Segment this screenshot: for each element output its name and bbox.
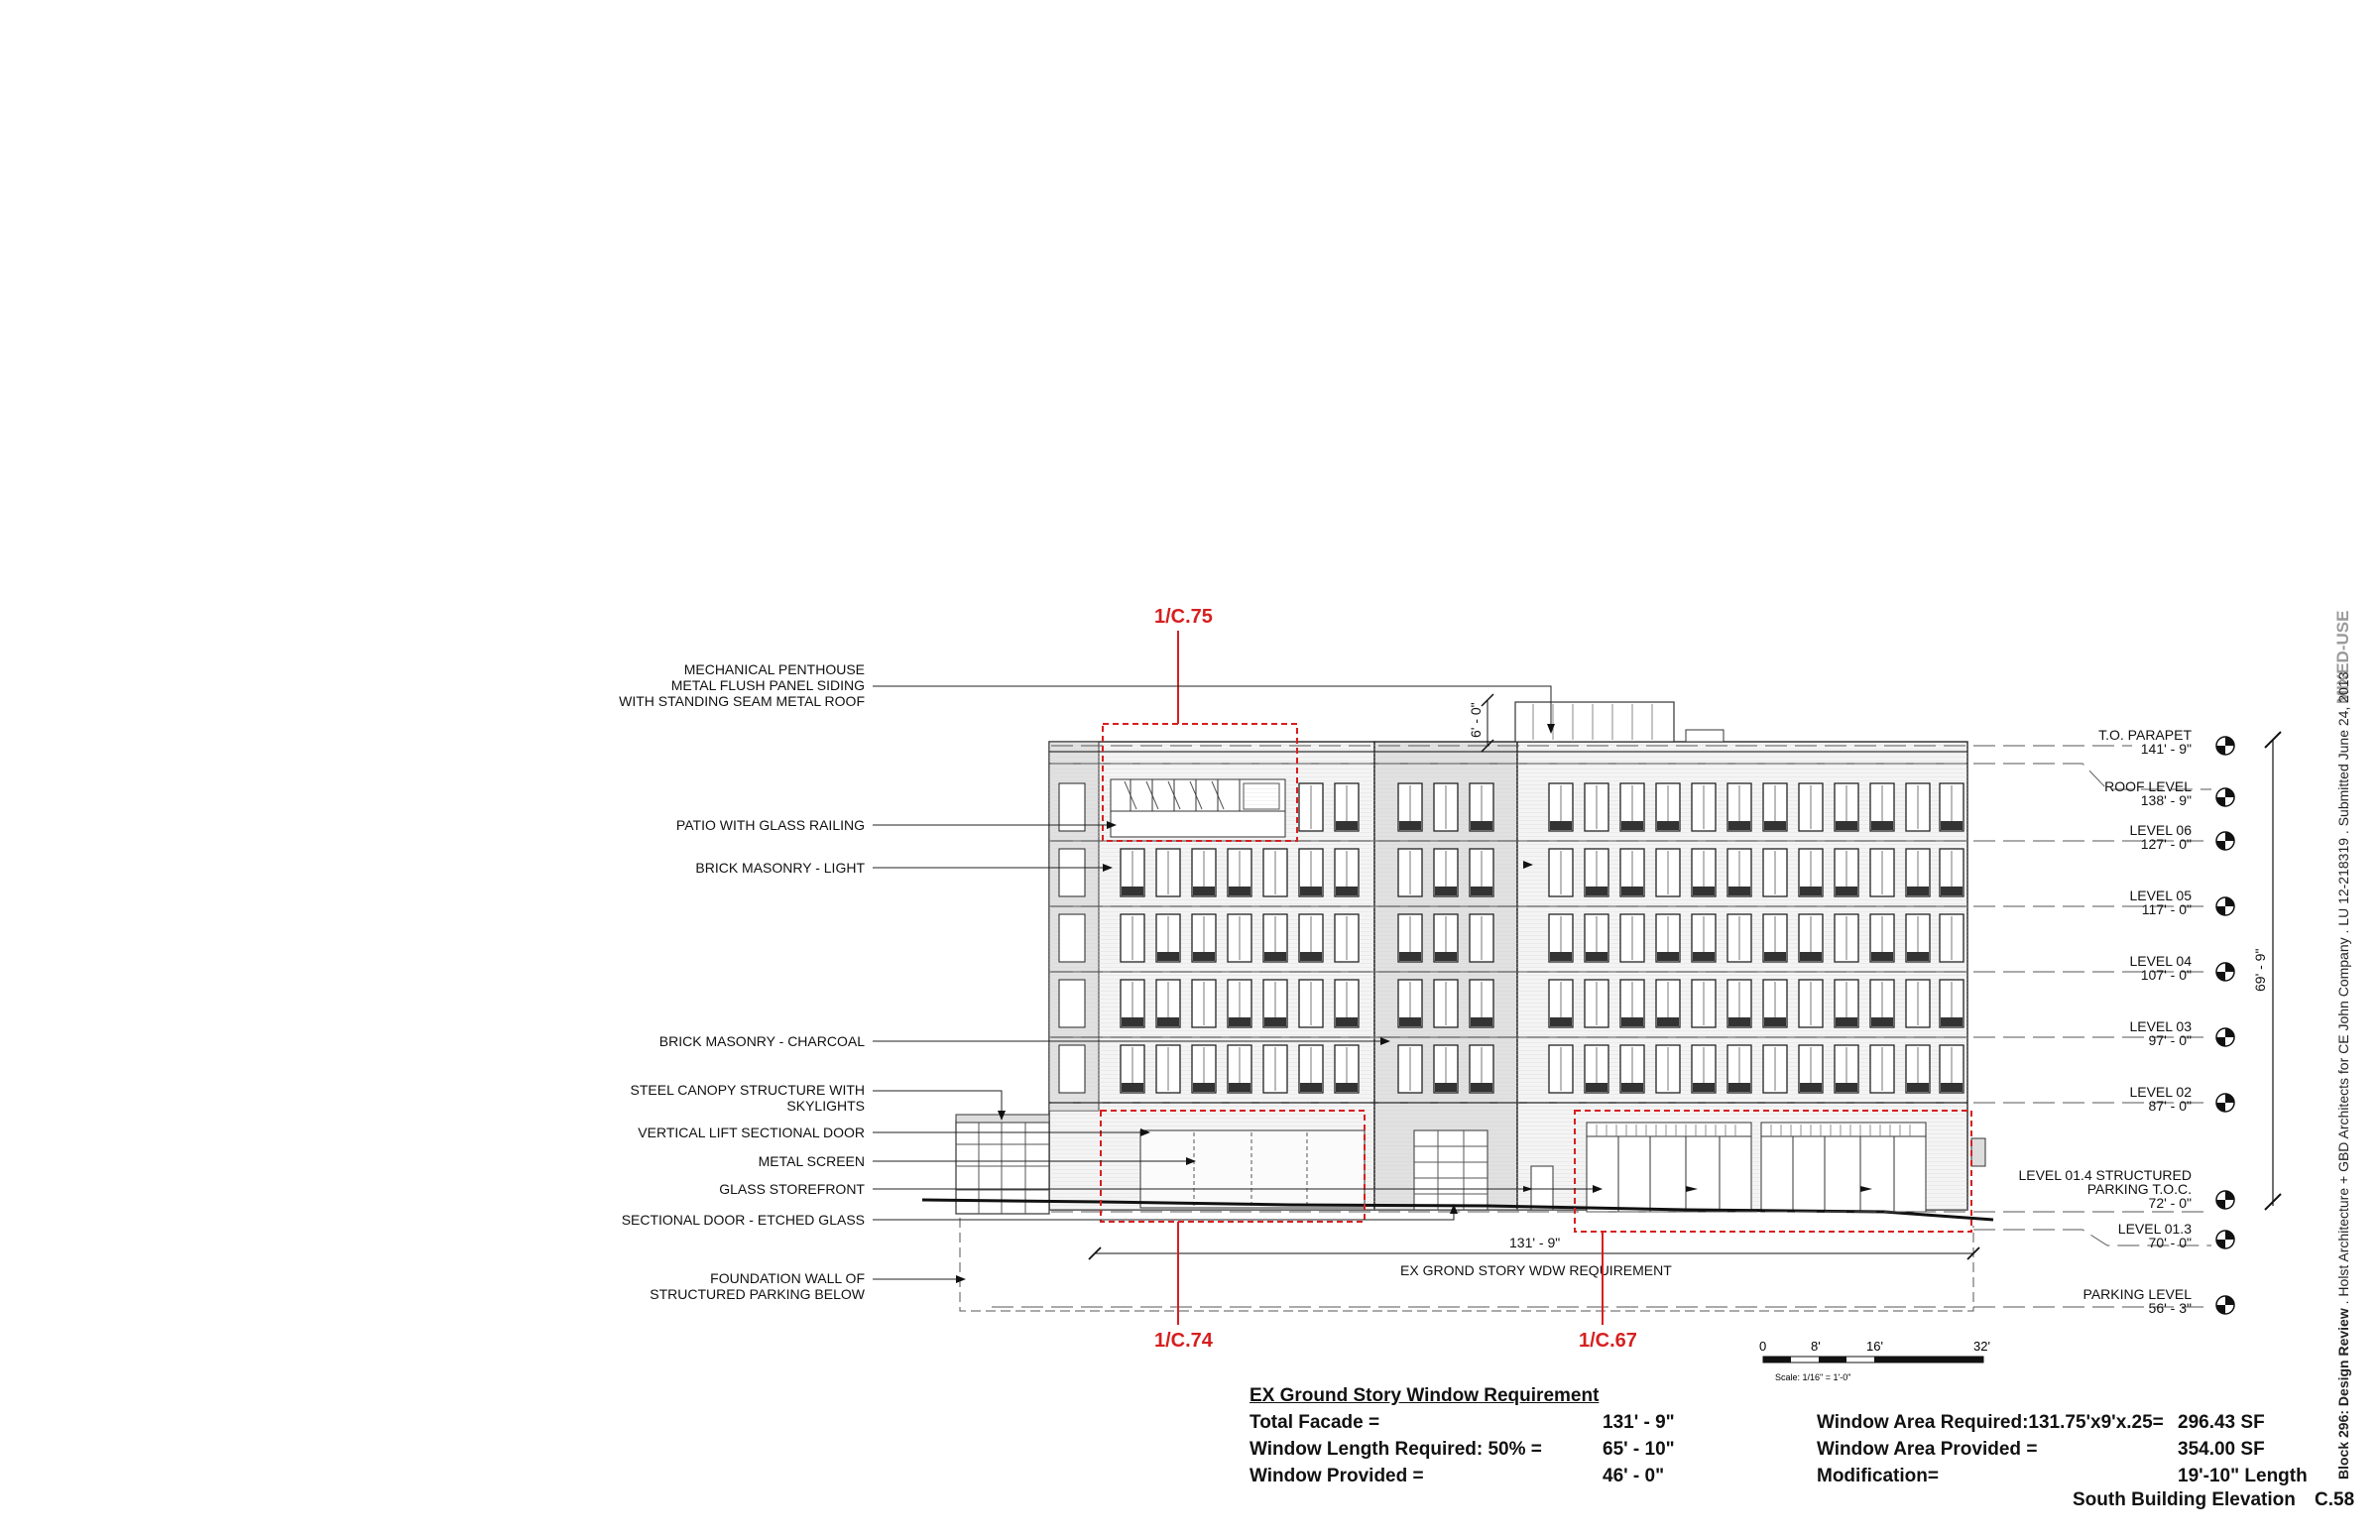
level-marker-06 — [2216, 832, 2234, 850]
scale-tick-16: 16' — [1866, 1339, 1883, 1354]
level-marker-03 — [2216, 1028, 2234, 1046]
window-sill-panel — [1800, 952, 1822, 961]
facade-length-text: 131' - 9" — [1509, 1235, 1561, 1250]
window-sill-panel — [1157, 1017, 1179, 1026]
window-sill-panel — [1693, 887, 1715, 895]
window-sill-panel — [1229, 887, 1250, 895]
steel-canopy-structure — [956, 1115, 1049, 1214]
end-bay-window — [1059, 980, 1085, 1027]
canopy-storefront — [1140, 1130, 1365, 1208]
window-sill-panel — [1550, 1017, 1572, 1026]
penthouse-height-text: 6' - 0" — [1468, 702, 1484, 738]
label-canopy-2: SKYLIGHTS — [786, 1098, 865, 1114]
material-labels — [619, 661, 866, 1302]
window-sill-panel — [1229, 1083, 1250, 1092]
canopy-detail-callout: 1/C.74 — [1154, 1330, 1213, 1352]
window-sill-panel — [1836, 887, 1857, 895]
modification-value: 19'-10" Length — [2178, 1466, 2308, 1486]
sheet-number: C.58 — [2315, 1489, 2355, 1510]
label-storefront: GLASS STOREFRONT — [719, 1181, 865, 1197]
label-lift-door: VERTICAL LIFT SECTIONAL DOOR — [638, 1125, 865, 1140]
level-parapet-elev: 141' - 9" — [2140, 741, 2192, 757]
label-metal-screen: METAL SCREEN — [758, 1153, 865, 1169]
end-bay-window — [1059, 849, 1085, 896]
label-brick-light: BRICK MASONRY - LIGHT — [695, 860, 865, 876]
level-01-4-name-2: PARKING T.O.C. — [2086, 1181, 2192, 1197]
label-foundation-1: FOUNDATION WALL OF — [710, 1270, 865, 1286]
label-foundation-2: STRUCTURED PARKING BELOW — [650, 1286, 865, 1302]
window-sill-panel — [1471, 1083, 1492, 1092]
window-sill-panel — [1764, 821, 1786, 830]
requirement-labels — [1250, 1409, 1542, 1489]
window-sill-panel — [1764, 1017, 1786, 1026]
level-parking-name: PARKING LEVEL — [2082, 1286, 2192, 1302]
window-sill-panel — [1550, 821, 1572, 830]
window-sill-panel — [1122, 1017, 1143, 1026]
window-area-required-value: 296.43 SF — [2178, 1412, 2265, 1433]
requirement-title: EX Ground Story Window Requirement — [1250, 1385, 1600, 1406]
window-length-required-value: 65' - 10" — [1603, 1439, 1675, 1460]
window-sill-panel — [1435, 952, 1457, 961]
level-marker-02 — [2216, 1094, 2234, 1112]
window-sill-panel — [1193, 1083, 1215, 1092]
level-01-4-name: LEVEL 01.4 STRUCTURED — [2018, 1167, 2192, 1183]
level-roof-name: ROOF LEVEL — [2104, 778, 2192, 794]
scale-tick-0: 0 — [1759, 1339, 1767, 1354]
window-sill-panel — [1871, 1017, 1893, 1026]
label-brick-charcoal: BRICK MASONRY - CHARCOAL — [658, 1033, 865, 1049]
window-sill-panel — [1657, 1017, 1679, 1026]
sidebar-project-title: Block 296: Design Review — [2335, 1308, 2351, 1480]
end-bay-window — [1059, 1045, 1085, 1093]
level-parapet-name: T.O. PARAPET — [2098, 727, 2192, 743]
window-sill-panel — [1764, 952, 1786, 961]
total-facade-label: Total Facade = — [1250, 1412, 1380, 1433]
level-06-name: LEVEL 06 — [2129, 822, 2192, 838]
level-06-elev: 127' - 0" — [2140, 836, 2192, 852]
sidebar-project-info — [2335, 671, 2351, 1480]
overall-height-text: 69' - 9" — [2252, 948, 2268, 992]
level-labels — [2018, 727, 2192, 1316]
entry-door — [1531, 1166, 1553, 1210]
level-02-name: LEVEL 02 — [2129, 1084, 2192, 1100]
level-markers — [2216, 737, 2234, 1314]
window-sill-panel — [1836, 1083, 1857, 1092]
window-sill-panel — [1728, 821, 1750, 830]
window-sill-panel — [1229, 1017, 1250, 1026]
storefront-detail-callout: 1/C.67 — [1579, 1330, 1637, 1352]
total-facade-value: 131' - 9" — [1603, 1412, 1675, 1433]
sidebar-project-details: . Holst Architecture + GBD Architects for CE John Company . LU 12-218319 . Submitted June 24, 2013 — [2335, 671, 2351, 1309]
window-sill-panel — [1300, 1083, 1322, 1092]
level-03-elev: 97' - 0" — [2148, 1032, 2192, 1048]
level-marker-01-4 — [2216, 1191, 2234, 1209]
label-canopy-1: STEEL CANOPY STRUCTURE WITH — [630, 1082, 865, 1098]
window-sill-panel — [1336, 887, 1358, 895]
level-roof-elev: 138' - 9" — [2140, 792, 2192, 808]
window-sill-panel — [1907, 952, 1929, 961]
label-penthouse-3: WITH STANDING SEAM METAL ROOF — [619, 693, 865, 709]
level-parking-elev: 56' - 3" — [2148, 1300, 2192, 1316]
window-sill-panel — [1264, 1017, 1286, 1026]
window-sill-panel — [1941, 1017, 1963, 1026]
window-sill-panel — [1693, 952, 1715, 961]
end-bay-window — [1059, 783, 1085, 831]
scale-tick-32: 32' — [1973, 1339, 1990, 1354]
window-sill-panel — [1157, 952, 1179, 961]
window-sill-panel — [1399, 952, 1421, 961]
end-bay-window — [1059, 914, 1085, 962]
scale-tick-8: 8' — [1811, 1339, 1821, 1354]
window-sill-panel — [1471, 1017, 1492, 1026]
level-01-4-elev: 72' - 0" — [2148, 1195, 2192, 1211]
window-sill-panel — [1941, 1083, 1963, 1092]
label-penthouse-2: METAL FLUSH PANEL SIDING — [670, 677, 865, 693]
window-sill-panel — [1399, 821, 1421, 830]
window-provided-value: 46' - 0" — [1603, 1466, 1665, 1486]
window-sill-panel — [1336, 821, 1358, 830]
facade-length-dimension — [1089, 1235, 1979, 1278]
window-sill-panel — [1122, 1083, 1143, 1092]
window-sill-panel — [1550, 952, 1572, 961]
level-01-3-name: LEVEL 01.3 — [2117, 1221, 2192, 1237]
roof-hatch — [1686, 730, 1724, 742]
requirement-table — [1250, 1382, 1599, 1409]
window-sill-panel — [1836, 821, 1857, 830]
window-sill-panel — [1621, 887, 1643, 895]
window-sill-panel — [1728, 1083, 1750, 1092]
window-sill-panel — [1193, 952, 1215, 961]
window-sill-panel — [1941, 887, 1963, 895]
level-marker-parking — [2216, 1296, 2234, 1314]
metal-screen — [1971, 1138, 1985, 1166]
level-01-3-elev: 70' - 0" — [2148, 1235, 2192, 1250]
level-05-elev: 117' - 0" — [2141, 901, 2192, 917]
window-sill-panel — [1657, 821, 1679, 830]
level-marker-parapet — [2216, 737, 2234, 755]
area-values — [2178, 1409, 2308, 1489]
window-sill-panel — [1300, 952, 1322, 961]
window-sill-panel — [1941, 821, 1963, 830]
overall-height-dimension — [2252, 732, 2281, 1210]
level-03-name: LEVEL 03 — [2129, 1018, 2192, 1034]
level-04-elev: 107' - 0" — [2140, 967, 2192, 983]
window-provided-label: Window Provided = — [1250, 1466, 1424, 1486]
window-sill-panel — [1122, 887, 1143, 895]
window-sill-panel — [1693, 1083, 1715, 1092]
window-sill-panel — [1621, 821, 1643, 830]
patio-glass-railing — [1111, 779, 1285, 837]
scale-note: Scale: 1/16" = 1'-0" — [1775, 1372, 1851, 1382]
level-marker-04 — [2216, 963, 2234, 981]
level-05-name: LEVEL 05 — [2129, 888, 2192, 903]
window-sill-panel — [1435, 1083, 1457, 1092]
window-sill-panel — [1264, 952, 1286, 961]
requirement-values — [1603, 1409, 1675, 1489]
mechanical-penthouse — [1515, 702, 1674, 742]
window-sill-panel — [1586, 952, 1607, 961]
window-area-provided-value: 354.00 SF — [2178, 1439, 2265, 1460]
window-sill-panel — [1657, 952, 1679, 961]
sidebar-category: MIXED-USE — [2333, 610, 2352, 704]
window-sill-panel — [1621, 1017, 1643, 1026]
label-patio: PATIO WITH GLASS RAILING — [675, 817, 865, 833]
window-area-required-label: Window Area Required:131.75'x9'x.25= — [1817, 1412, 2164, 1433]
graphic-scale-bar — [1759, 1339, 1990, 1382]
modification-label: Modification= — [1817, 1466, 1939, 1486]
window-sill-panel — [1399, 1017, 1421, 1026]
label-sectional-door: SECTIONAL DOOR - ETCHED GLASS — [621, 1212, 865, 1228]
window-sill-panel — [1336, 1083, 1358, 1092]
window-sill-panel — [1193, 887, 1215, 895]
window-sill-panel — [1586, 887, 1607, 895]
window-sill-panel — [1871, 952, 1893, 961]
level-02-elev: 87' - 0" — [2148, 1098, 2192, 1114]
window-sill-panel — [1471, 887, 1492, 895]
patio-detail-callout: 1/C.75 — [1154, 606, 1213, 628]
window-sill-panel — [1300, 887, 1322, 895]
window-length-required-label: Window Length Required: 50% = — [1250, 1439, 1542, 1460]
label-penthouse-1: MECHANICAL PENTHOUSE — [683, 661, 865, 677]
window-sill-panel — [1471, 821, 1492, 830]
window-sill-panel — [1621, 1083, 1643, 1092]
level-marker-05 — [2216, 897, 2234, 915]
window-sill-panel — [1728, 887, 1750, 895]
window-sill-panel — [1907, 887, 1929, 895]
window-sill-panel — [1336, 1017, 1358, 1026]
window-sill-panel — [1871, 821, 1893, 830]
window-sill-panel — [1800, 887, 1822, 895]
area-labels — [1817, 1409, 2164, 1489]
level-marker-roof — [2216, 788, 2234, 806]
window-sill-panel — [1907, 1083, 1929, 1092]
level-04-name: LEVEL 04 — [2129, 953, 2192, 969]
window-sill-panel — [1800, 1083, 1822, 1092]
window-area-provided-label: Window Area Provided = — [1817, 1439, 2038, 1460]
sheet-title: South Building Elevation — [2073, 1489, 2296, 1510]
window-sill-panel — [1435, 887, 1457, 895]
window-sill-panel — [1586, 1083, 1607, 1092]
level-marker-01-3 — [2216, 1231, 2234, 1248]
vertical-lift-sectional-door — [1414, 1130, 1488, 1210]
ground-story-requirement-label: EX GROND STORY WDW REQUIREMENT — [1400, 1262, 1672, 1278]
window-sill-panel — [1836, 1017, 1857, 1026]
window-sill-panel — [1728, 1017, 1750, 1026]
